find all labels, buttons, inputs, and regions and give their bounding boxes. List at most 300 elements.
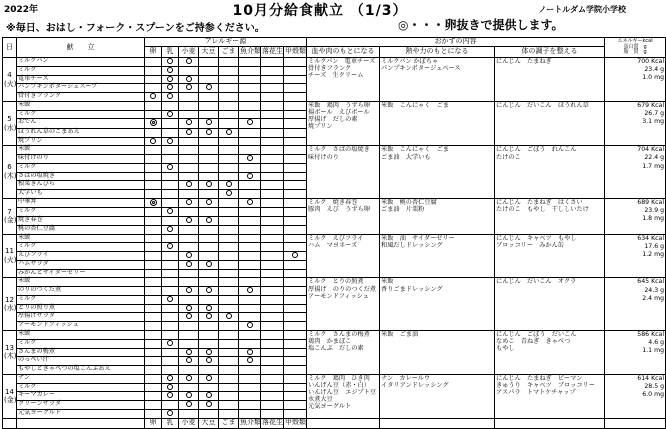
allergen-cell <box>219 66 239 75</box>
green-ingredient-line: もやし <box>496 345 515 353</box>
green-ingredient-line: にんじん たまねぎ はくさい <box>496 199 583 207</box>
allergen-mark-icon <box>167 67 173 73</box>
allergen-mark-icon <box>206 305 212 311</box>
allergen-cell <box>162 331 179 340</box>
allergen-cell <box>162 190 179 199</box>
allergen-footer: 甲殻類 <box>285 418 306 427</box>
allergen-cell <box>162 357 179 366</box>
allergen-mark-icon <box>150 138 156 144</box>
allergen-cell <box>219 102 239 111</box>
allergen-cell <box>145 217 162 226</box>
day-date: 12 <box>5 295 14 304</box>
yellow-ingredient-line: 米飯 油 サイダーゼリー <box>381 234 455 242</box>
allergen-cell <box>284 181 307 190</box>
red-ingredient-line: 揚ボール えびボール <box>308 109 370 117</box>
ingredients-group-header: おかずの内容 <box>307 38 605 47</box>
allergen-cell <box>219 304 239 313</box>
allergen-footer: 卵 <box>145 418 162 428</box>
allergen-cell <box>219 155 239 164</box>
allergen-cell <box>179 287 199 296</box>
allergen-cell <box>179 163 199 172</box>
allergen-header: 落花生 <box>261 47 284 58</box>
allergen-cell <box>179 119 199 128</box>
footer-spacer <box>3 418 17 428</box>
nutrition-value: 2.4 mg <box>642 294 665 302</box>
allergen-cell <box>179 357 199 366</box>
green-ingredient-line: ブロッコリー みかん缶 <box>496 241 564 249</box>
nutrition-cell <box>605 58 666 102</box>
allergen-cell <box>219 348 239 357</box>
allergen-cell <box>239 392 261 401</box>
allergen-cell <box>162 322 179 331</box>
day-weekday: (金) <box>4 396 17 405</box>
day-weekday: (火) <box>4 79 17 88</box>
allergen-cell <box>162 234 179 243</box>
allergen-header: ごま <box>219 47 239 58</box>
dish-name: とりの照り煮 <box>17 304 145 313</box>
day-weekday: (木) <box>4 352 17 361</box>
allergen-cell <box>162 287 179 296</box>
allergen-cell <box>199 331 219 340</box>
allergen-mark-icon <box>247 155 253 161</box>
allergen-cell <box>179 93 199 102</box>
allergen-mark-icon <box>186 375 192 381</box>
allergen-cell <box>179 217 199 226</box>
allergen-cell <box>199 295 219 304</box>
allergen-cell <box>145 163 162 172</box>
allergen-cell <box>199 357 219 366</box>
yellow-ingredient-line: 和風だしドレッシング <box>381 241 443 249</box>
allergen-cell <box>199 84 219 93</box>
allergen-mark-icon <box>226 129 232 135</box>
allergen-mark-icon <box>167 138 173 144</box>
dish-name: ミルク <box>17 163 145 172</box>
allergen-mark-icon <box>247 199 253 205</box>
allergen-cell <box>261 339 284 348</box>
allergen-cell <box>162 93 179 102</box>
day-date: 7 <box>7 207 12 216</box>
allergen-cell <box>239 409 261 418</box>
day-cell <box>3 331 17 375</box>
green-ingredients-cell <box>495 146 605 199</box>
allergen-cell <box>219 243 239 252</box>
allergen-mark-icon <box>186 119 192 125</box>
day-cell <box>3 278 17 331</box>
allergen-cell <box>145 252 162 261</box>
nutrition-cell <box>605 331 666 375</box>
day-cell <box>3 146 17 199</box>
green-ingredient-line: アスパラ トマトケチャップ <box>496 388 576 396</box>
allergen-cell <box>179 66 199 75</box>
nutrition-value: 23.9 g <box>644 207 665 215</box>
allergen-cell <box>145 93 162 102</box>
allergen-cell <box>239 331 261 340</box>
nutrition-cell <box>605 374 666 418</box>
allergen-cell <box>284 102 307 111</box>
yellow-ingredients-cell <box>380 234 495 278</box>
allergen-cell <box>179 295 199 304</box>
dish-name: ハムサラダ <box>17 261 145 270</box>
allergen-cell <box>261 348 284 357</box>
allergen-mark-icon <box>247 119 253 125</box>
allergen-cell <box>145 102 162 111</box>
allergen-cell <box>284 243 307 252</box>
allergen-cell <box>179 84 199 93</box>
allergen-cell <box>261 366 284 375</box>
allergen-mark-icon <box>247 173 253 179</box>
allergen-mark-icon <box>206 261 212 267</box>
allergen-cell <box>239 93 261 102</box>
allergen-mark-icon <box>186 357 192 363</box>
allergen-cell <box>219 75 239 84</box>
allergen-cell <box>162 383 179 392</box>
nutrition-value: 689 Kcal <box>637 199 665 207</box>
allergen-mark-icon <box>206 181 212 187</box>
allergen-cell <box>162 58 179 67</box>
allergen-cell <box>162 348 179 357</box>
green-ingredient-line: にんじん たまねぎ ピーマン <box>496 374 583 382</box>
red-ingredients-cell <box>307 146 380 199</box>
yellow-ingredients-cell <box>380 199 495 235</box>
red-ingredients-cell <box>307 199 380 235</box>
allergen-mark-icon <box>167 111 173 117</box>
allergen-mark-icon <box>167 296 173 302</box>
allergen-cell <box>199 409 219 418</box>
allergen-mark-icon <box>247 349 253 355</box>
allergen-header: 卵 <box>145 47 162 58</box>
school-name: ノートルダム学院小学校 <box>538 5 626 14</box>
allergen-cell <box>284 226 307 235</box>
allergen-cell <box>179 243 199 252</box>
allergen-mark-icon <box>167 410 173 416</box>
yellow-ingredients-cell <box>380 58 495 102</box>
dish-name: もやしときゃべつの塩こんぶあえ <box>17 366 145 375</box>
yellow-ingredient-line: 米飯 <box>381 278 394 286</box>
allergen-cell <box>284 366 307 375</box>
allergen-cell <box>261 163 284 172</box>
allergen-cell <box>199 304 219 313</box>
nutrition-value: 23.4 g <box>644 66 665 74</box>
allergen-cell <box>284 190 307 199</box>
allergen-mark-icon <box>206 401 212 407</box>
day-weekday: (金) <box>4 216 17 225</box>
allergen-cell <box>284 295 307 304</box>
allergen-cell <box>162 409 179 418</box>
allergen-mark-icon <box>167 164 173 170</box>
allergen-cell <box>199 172 219 181</box>
allergen-header: 大豆 <box>199 47 219 58</box>
allergen-cell <box>179 269 199 278</box>
allergen-cell <box>284 172 307 181</box>
allergen-cell <box>145 137 162 146</box>
allergen-cell <box>261 128 284 137</box>
green-ingredients-cell <box>495 234 605 278</box>
day-weekday: (木) <box>4 172 17 181</box>
allergen-cell <box>284 331 307 340</box>
allergen-cell <box>145 58 162 67</box>
green-ingredient-line: にんじん ごぼう れんこん <box>496 146 577 154</box>
yellow-ingredient-line: ごま油 大学いも <box>381 153 431 161</box>
allergen-cell <box>219 295 239 304</box>
green-ingredient-line: にんじん ごぼう だいこん <box>496 331 577 339</box>
allergen-cell <box>145 409 162 418</box>
egg-free-mark-icon <box>150 199 157 206</box>
allergen-cell <box>179 304 199 313</box>
red-ingredient-line: 塩こんぶ だしの素 <box>308 345 364 353</box>
allergen-cell <box>261 84 284 93</box>
dish-name: 骨付きフランク <box>17 93 145 102</box>
dish-name: 味付けのり <box>17 155 145 164</box>
green-ingredient-line: にんじん キャベツ もやし <box>496 234 577 242</box>
allergen-cell <box>219 146 239 155</box>
allergen-cell <box>199 261 219 270</box>
allergen-cell <box>239 348 261 357</box>
allergen-cell <box>219 366 239 375</box>
allergen-cell <box>199 75 219 84</box>
day-header: 日 <box>3 38 17 58</box>
egg-free-mark-icon <box>150 119 157 126</box>
allergen-cell <box>179 234 199 243</box>
day-weekday: (水) <box>4 304 17 313</box>
dish-name: パンプキンポタージュスープ <box>17 84 145 93</box>
allergen-cell <box>284 234 307 243</box>
nutrition-value: 645 Kcal <box>637 278 665 286</box>
allergen-cell <box>145 339 162 348</box>
allergen-cell <box>145 84 162 93</box>
allergen-cell <box>145 357 162 366</box>
nutrition-header-line: 脂 質 g <box>623 49 647 56</box>
allergen-cell <box>162 217 179 226</box>
dish-name: おでん <box>17 119 145 128</box>
dish-name: ナン <box>17 374 145 383</box>
allergen-cell <box>179 110 199 119</box>
dish-name: ほうれん草のごまあえ <box>17 128 145 137</box>
allergen-mark-icon <box>292 252 298 258</box>
allergen-cell <box>145 313 162 322</box>
yellow-ingredients-cell <box>380 102 495 146</box>
dish-name: ミルク <box>17 110 145 119</box>
allergen-cell <box>145 128 162 137</box>
allergen-cell <box>239 172 261 181</box>
day-cell <box>3 102 17 146</box>
allergen-cell <box>219 172 239 181</box>
dish-name: 厚揚げサラダ <box>17 313 145 322</box>
allergen-cell <box>239 295 261 304</box>
allergen-cell <box>179 199 199 208</box>
allergen-cell <box>179 181 199 190</box>
egg-free-note: ◎・・・卵抜きで提供します。 <box>398 18 564 32</box>
red-ingredient-line: アーモンドフィッシュ <box>308 292 369 300</box>
allergen-cell <box>145 269 162 278</box>
allergy-group-header: アレルギー源 <box>145 38 307 47</box>
allergen-cell <box>145 181 162 190</box>
dish-name: 米飯 <box>17 234 145 243</box>
allergen-cell <box>162 269 179 278</box>
allergen-cell <box>239 137 261 146</box>
allergen-cell <box>219 84 239 93</box>
allergen-cell <box>145 322 162 331</box>
allergen-mark-icon <box>167 58 173 64</box>
allergen-cell <box>261 383 284 392</box>
red-ingredient-line: 豚肉 えび うずら卵 <box>308 206 370 214</box>
green-ingredient-line: きゅうり キャベツ ブロッコリー <box>496 381 595 389</box>
allergen-cell <box>145 331 162 340</box>
allergen-cell <box>145 208 162 217</box>
green-ingredients-cell <box>495 102 605 146</box>
allergen-mark-icon <box>226 190 232 196</box>
yellow-ingredient-line: 米飯 こんにゃく ごま <box>381 146 449 154</box>
allergen-cell <box>145 66 162 75</box>
allergen-cell <box>284 163 307 172</box>
red-ingredients-cell <box>307 58 380 102</box>
footer-spacer <box>495 418 605 428</box>
allergen-cell <box>145 392 162 401</box>
allergen-cell <box>261 287 284 296</box>
allergen-footer: ごま <box>219 418 239 428</box>
allergen-cell <box>219 217 239 226</box>
allergen-mark-icon <box>186 261 192 267</box>
red-ingredient-line: ミルク 焼き春巻 <box>308 199 358 207</box>
red-ingredients-cell <box>307 331 380 375</box>
allergen-cell <box>199 252 219 261</box>
allergen-cell <box>199 226 219 235</box>
allergen-cell <box>261 313 284 322</box>
allergen-cell <box>284 383 307 392</box>
red-ingredients-cell <box>307 374 380 418</box>
green-ingredient-line: にんじん だいこん ほうれん草 <box>496 102 589 110</box>
allergen-mark-icon <box>167 392 173 398</box>
allergen-mark-icon <box>206 349 212 355</box>
allergen-cell <box>199 66 219 75</box>
allergen-cell <box>261 58 284 67</box>
red-ingredient-line: ミルク とりの照煮 <box>308 278 364 286</box>
allergen-mark-icon <box>186 199 192 205</box>
allergen-cell <box>239 243 261 252</box>
dish-name: さばの塩焼き <box>17 172 145 181</box>
allergen-cell <box>162 252 179 261</box>
nutrition-header-line: 蛋白質 g <box>623 43 647 50</box>
allergen-cell <box>162 199 179 208</box>
allergen-cell <box>239 208 261 217</box>
allergen-cell <box>261 243 284 252</box>
red-ingredient-line: 焼プリン <box>308 123 333 131</box>
nutrition-value: 704 Kcal <box>637 146 665 154</box>
allergen-cell <box>162 304 179 313</box>
allergen-cell <box>199 163 219 172</box>
allergen-cell <box>179 366 199 375</box>
allergen-mark-icon <box>206 119 212 125</box>
dish-name: のりのつくだ煮 <box>17 287 145 296</box>
allergen-header: 乳 <box>162 47 179 58</box>
day-cell <box>3 374 17 418</box>
allergen-header: 甲殻類 <box>284 47 307 58</box>
yellow-ingredients-cell <box>380 278 495 331</box>
allergen-cell <box>284 269 307 278</box>
dish-name: ミルク <box>17 66 145 75</box>
allergen-cell <box>219 163 239 172</box>
allergen-cell <box>199 137 219 146</box>
nutrition-value: 22.4 g <box>644 154 665 162</box>
allergen-header: 小麦 <box>179 47 199 58</box>
allergen-cell <box>162 155 179 164</box>
dish-row <box>3 146 666 155</box>
allergen-cell <box>219 128 239 137</box>
green-ingredient-line: なめこ 青ねぎ きゃべつ <box>496 338 571 346</box>
red-ingredient-line: いんげん豆（赤・白） <box>308 381 370 389</box>
allergen-cell <box>199 366 219 375</box>
allergen-cell <box>179 146 199 155</box>
allergen-cell <box>219 357 239 366</box>
allergen-cell <box>261 252 284 261</box>
allergen-cell <box>239 313 261 322</box>
allergen-cell <box>145 172 162 181</box>
allergen-mark-icon <box>167 243 173 249</box>
dish-row <box>3 374 666 383</box>
dish-name: グリーンサラダ <box>17 401 145 410</box>
red-ingredient-line: 味付けのり <box>308 153 339 161</box>
day-date: 13 <box>5 343 14 352</box>
allergen-cell <box>239 190 261 199</box>
allergen-cell <box>261 331 284 340</box>
nutrition-cell <box>605 146 666 199</box>
red-ingredients-cell <box>307 102 380 146</box>
allergen-cell <box>199 58 219 67</box>
nutrition-value: 634 Kcal <box>637 234 665 242</box>
allergen-cell <box>239 155 261 164</box>
allergen-cell <box>179 374 199 383</box>
allergen-cell <box>179 102 199 111</box>
allergen-mark-icon <box>206 313 212 319</box>
yellow-ingredient-line: パンプキンポタージュベース <box>381 65 461 73</box>
dish-name: 米飯 <box>17 278 145 287</box>
allergen-cell <box>199 181 219 190</box>
allergen-cell <box>284 119 307 128</box>
allergen-cell <box>219 181 239 190</box>
allergen-cell <box>239 252 261 261</box>
allergen-cell <box>145 366 162 375</box>
red-ingredient-line: ハム マヨネーズ <box>308 241 358 249</box>
dish-name: 元気ヨーグルト <box>17 409 145 418</box>
day-weekday: (水) <box>4 123 17 132</box>
allergen-cell <box>219 409 239 418</box>
allergen-cell <box>219 383 239 392</box>
allergen-mark-icon <box>206 375 212 381</box>
allergen-cell <box>219 261 239 270</box>
allergen-cell <box>179 322 199 331</box>
allergen-cell <box>179 409 199 418</box>
red-ingredient-line: いんげん豆 エジプト豆 <box>308 388 377 396</box>
allergen-cell <box>284 75 307 84</box>
allergen-cell <box>199 234 219 243</box>
allergen-mark-icon <box>167 384 173 390</box>
allergen-cell <box>219 278 239 287</box>
red-ingredient-line: ミルク さんまの梅煮 <box>308 331 370 339</box>
dish-name: 中華丼 <box>17 199 145 208</box>
green-ingredient-line: たけのこ もやし 干ししいたけ <box>496 206 589 214</box>
allergen-cell <box>179 348 199 357</box>
allergen-cell <box>284 374 307 383</box>
yellow-ingredient-line: ナン カレールウ <box>381 374 431 382</box>
allergen-cell <box>199 93 219 102</box>
allergen-cell <box>261 322 284 331</box>
green-ingredients-cell <box>495 58 605 102</box>
allergen-cell <box>239 374 261 383</box>
allergen-cell <box>162 261 179 270</box>
yellow-ingredient-line: 米飯 ごま油 <box>381 331 419 339</box>
allergen-cell <box>239 181 261 190</box>
allergen-cell <box>179 75 199 84</box>
nutrition-value: 1.7 mg <box>642 162 665 170</box>
